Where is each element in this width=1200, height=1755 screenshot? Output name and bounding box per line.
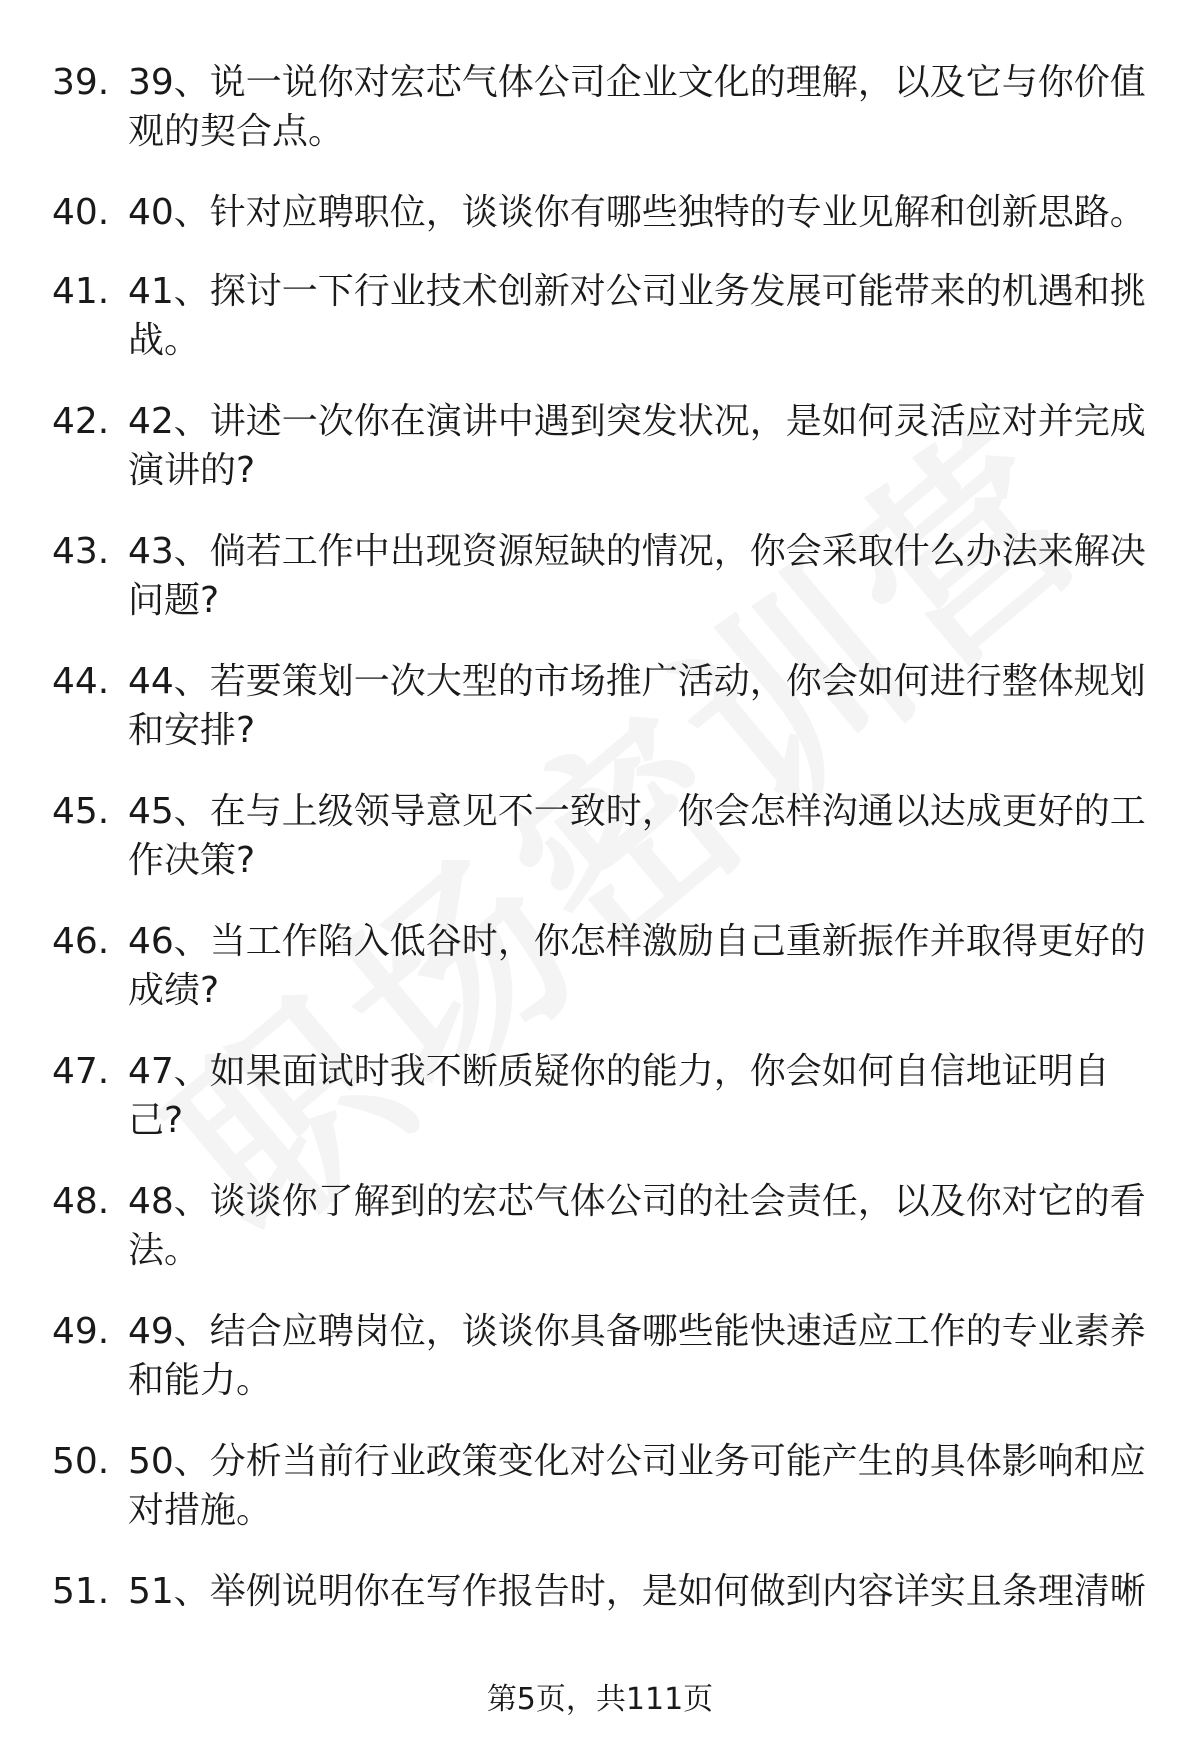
question-number: 48. (52, 1181, 110, 1222)
question-number: 51. (52, 1571, 110, 1612)
question-text: 46、当工作陷入低谷时，你怎样激励自己重新振作并取得更好的成绩? (128, 921, 1146, 1011)
page-footer: 第5页，共111页 (486, 1682, 714, 1717)
question-number: 46. (52, 921, 110, 962)
question-item (52, 1047, 1147, 1145)
question-text: 50、分析当前行业政策变化对公司业务可能产生的具体影响和应对措施。 (128, 1441, 1146, 1531)
question-text: 42、讲述一次你在演讲中遇到突发状况，是如何灵活应对并完成演讲的? (128, 401, 1146, 491)
question-item (52, 1177, 1147, 1275)
question-text: 41、探讨一下行业技术创新对公司业务发展可能带来的机遇和挑战。 (128, 271, 1146, 361)
question-text: 39、说一说你对宏芯气体公司企业文化的理解，以及它与你价值观的契合点。 (128, 62, 1146, 152)
question-item (52, 1307, 1147, 1405)
question-item (52, 267, 1147, 365)
question-item (52, 527, 1147, 625)
question-item (52, 1567, 1147, 1616)
question-number: 41. (52, 271, 110, 312)
question-number: 49. (52, 1311, 110, 1352)
question-number: 50. (52, 1441, 110, 1482)
question-text: 48、谈谈你了解到的宏芯气体公司的社会责任，以及你对它的看法。 (128, 1181, 1146, 1271)
question-number: 40. (52, 192, 110, 233)
question-item (52, 58, 1147, 156)
question-number: 47. (52, 1051, 110, 1092)
question-number: 45. (52, 791, 110, 832)
question-text: 40、针对应聘职位，谈谈你有哪些独特的专业见解和创新思路。 (128, 192, 1146, 233)
question-number: 39. (52, 62, 110, 103)
question-text: 47、如果面试时我不断质疑你的能力，你会如何自信地证明自己? (128, 1051, 1110, 1141)
question-text: 51、举例说明你在写作报告时，是如何做到内容详实且条理清晰 (128, 1571, 1146, 1612)
question-number: 42. (52, 401, 110, 442)
question-item (52, 397, 1147, 495)
question-number: 44. (52, 661, 110, 702)
question-text: 45、在与上级领导意见不一致时，你会怎样沟通以达成更好的工作决策? (128, 791, 1146, 881)
question-text: 49、结合应聘岗位，谈谈你具备哪些能快速适应工作的专业素养和能力。 (128, 1311, 1146, 1401)
question-item (52, 787, 1147, 885)
question-text: 44、若要策划一次大型的市场推广活动，你会如何进行整体规划和安排? (128, 661, 1146, 751)
question-item (52, 657, 1147, 755)
question-item (52, 917, 1147, 1015)
question-list (52, 58, 1147, 1648)
question-item (52, 1437, 1147, 1535)
question-number: 43. (52, 531, 110, 572)
question-text: 43、倘若工作中出现资源短缺的情况，你会采取什么办法来解决问题? (128, 531, 1146, 621)
question-item (52, 188, 1147, 237)
